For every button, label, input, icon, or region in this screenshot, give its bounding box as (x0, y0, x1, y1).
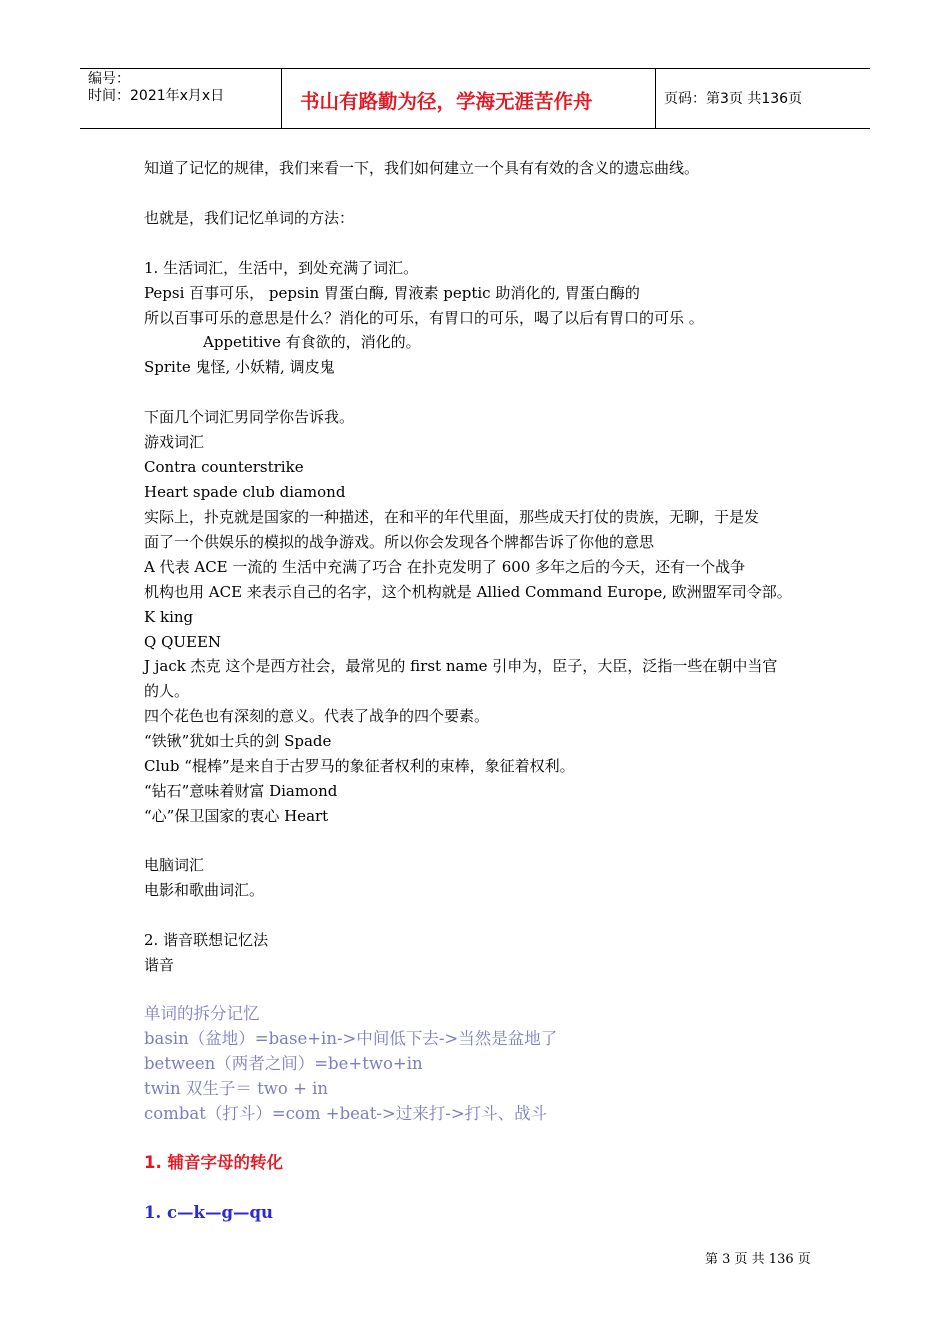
body-line: 也就是，我们记忆单词的方法： (144, 209, 355, 227)
doc-number-label: 编号： (88, 71, 130, 87)
body-line: “铁锹”犹如士兵的剑 Spade (144, 732, 332, 750)
footer-page-number: 第 3 页 共 136 页 (705, 1252, 811, 1267)
body-line: 实际上，扑克就是国家的一种描述，在和平的年代里面，那些成天打仗的贵族，无聊，于是发 (144, 508, 760, 526)
body-line: 游戏词汇 (144, 433, 205, 451)
header-top-rule (80, 68, 870, 69)
body-line: Q QUEEN (144, 633, 222, 651)
body-line: Sprite 鬼怪, 小妖精, 调皮鬼 (144, 358, 335, 376)
body-line: 机构也用 ACE 来表示自己的名字，这个机构就是 Allied Command Europe, 欧洲盟军司令部。 (144, 583, 792, 601)
body-line: 面了一个供娱乐的模拟的战争游戏。所以你会发现各个牌都告诉了你他的意思 (144, 533, 655, 551)
split-example-line: combat（打斗）=com +beat->过来打->打斗、战斗 (144, 1104, 548, 1123)
split-example-line: basin（盆地）=base+in->中间低下去->当然是盆地了 (144, 1029, 558, 1048)
header-divider-left (281, 68, 282, 129)
body-line: 四个花色也有深刻的意义。代表了战争的四个要素。 (144, 707, 490, 725)
body-line: 2. 谐音联想记忆法 (144, 931, 269, 949)
body-line: 的人。 (144, 682, 190, 700)
header-page-label: 页码：第3页 共136页 (664, 91, 803, 107)
header-bottom-rule (80, 128, 870, 129)
split-example-line: between（两者之间）=be+two+in (144, 1054, 423, 1073)
split-memory-heading: 单词的拆分记忆 (144, 1004, 260, 1023)
body-line: Pepsi 百事可乐， pepsin 胃蛋白酶, 胃液素 peptic 助消化的, 胃蛋白酶的 (144, 284, 640, 302)
body-line: Club “棍棒”是来自于古罗马的象征者权利的束棒，象征着权利。 (144, 757, 575, 775)
body-line: 谐音 (144, 956, 175, 974)
body-line: K king (144, 608, 194, 626)
body-line: Contra counterstrike (144, 458, 304, 476)
body-line: 电影和歌曲词汇。 (144, 881, 265, 899)
body-line: “心”保卫国家的衷心 Heart (144, 807, 329, 825)
split-example-line: twin 双生子＝ two + in (144, 1079, 329, 1098)
body-line: Heart spade club diamond (144, 483, 346, 501)
section-heading: 1. 辅音字母的转化 (144, 1153, 283, 1172)
body-line: 下面几个词汇男同学你告诉我。 (144, 408, 355, 426)
body-line: 所以百事可乐的意思是什么？消化的可乐，有胃口的可乐，喝了以后有胃口的可乐 。 (144, 309, 704, 327)
header-motto: 书山有路勤为径，学海无涯苦作舟 (300, 90, 593, 113)
body-line: 知道了记忆的规律，我们来看一下，我们如何建立一个具有有效的含义的遗忘曲线。 (144, 159, 700, 177)
body-line: Appetitive 有食欲的，消化的。 (203, 333, 421, 351)
body-line: J jack 杰克 这个是西方社会，最常见的 first name 引申为，臣子，大臣，泛指一些在朝中当官 (144, 657, 778, 675)
body-line: A 代表 ACE 一流的 生活中充满了巧合 在扑克发明了 600 多年之后的今天，还有一个战争 (144, 558, 746, 576)
body-line: 电脑词汇 (144, 856, 205, 874)
body-line: 1. 生活词汇，生活中，到处充满了词汇。 (144, 259, 419, 277)
date-label: 时间：2021年x月x日 (88, 88, 225, 104)
subsection-heading: 1. c—k—g—qu (144, 1203, 274, 1222)
body-line: “钻石”意味着财富 Diamond (144, 782, 338, 800)
header-divider-right (655, 68, 656, 129)
